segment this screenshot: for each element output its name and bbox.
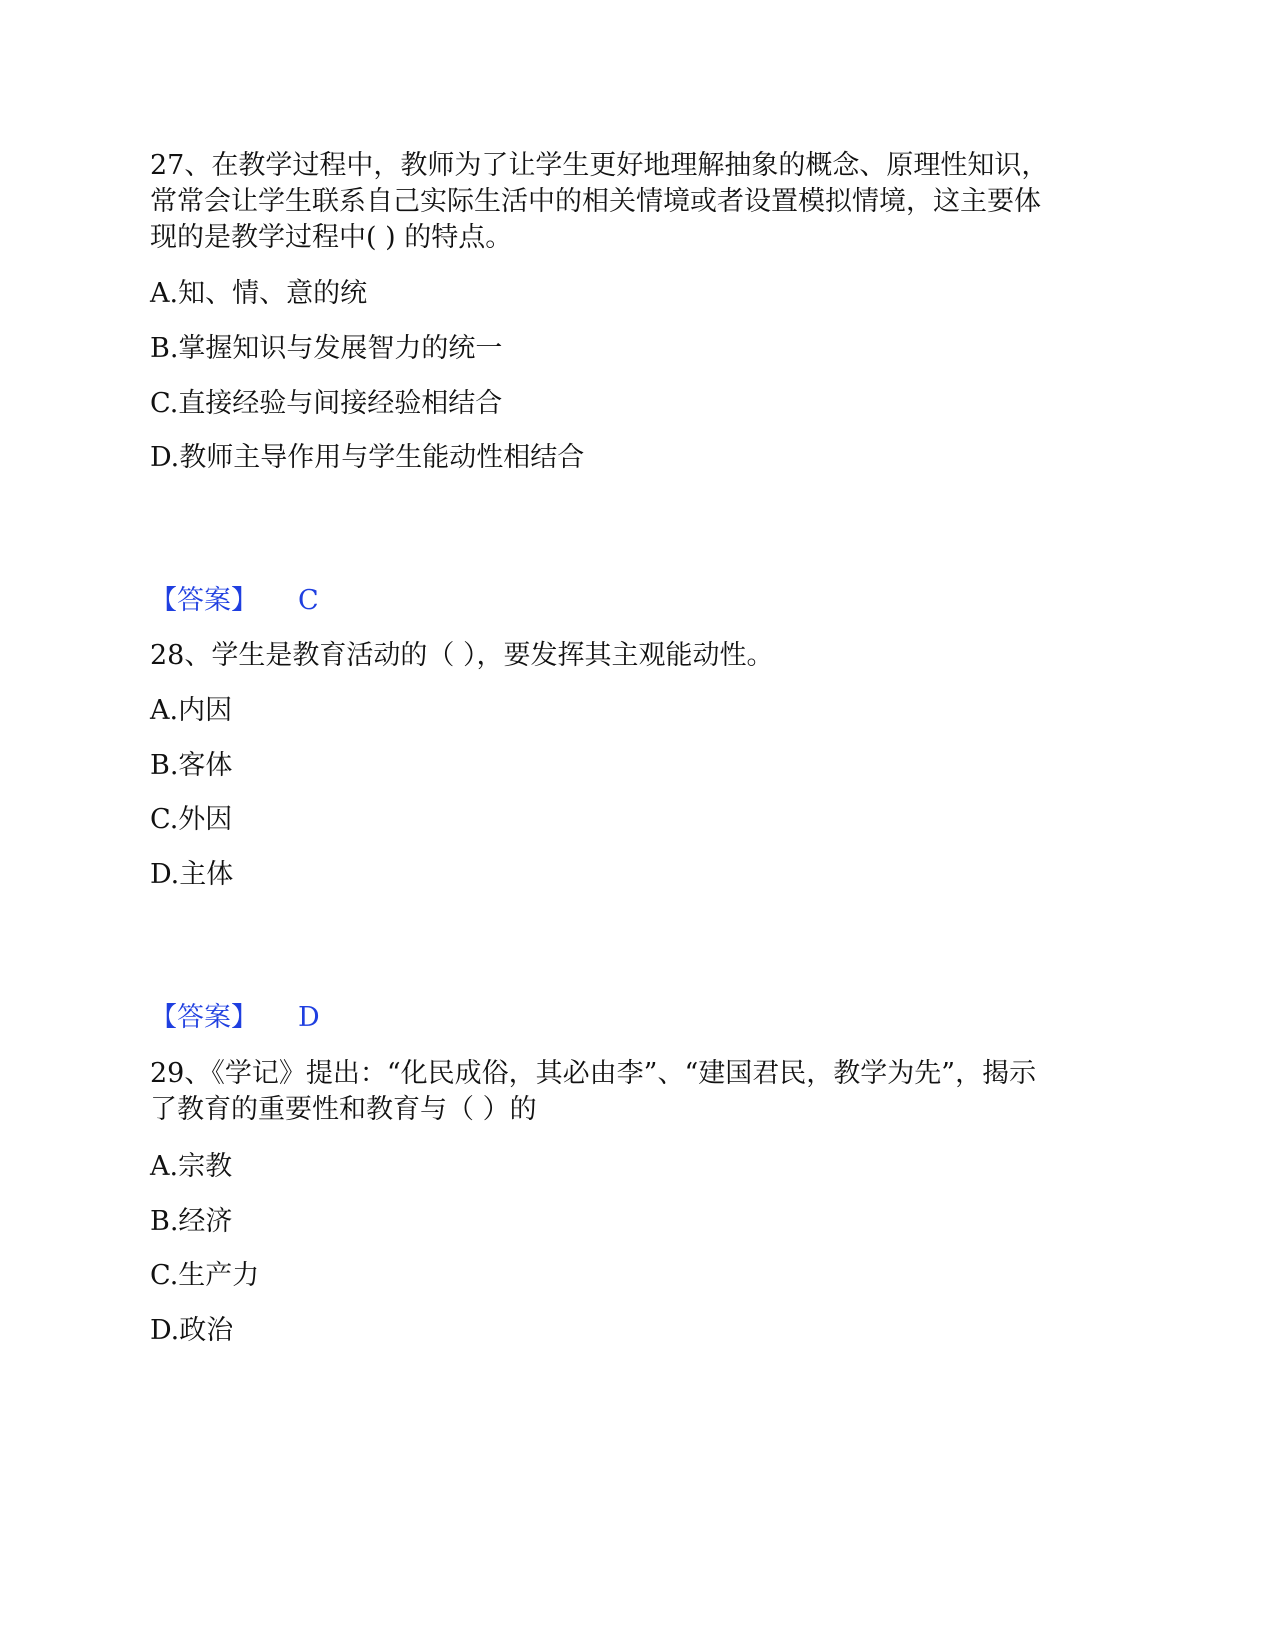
q28-option-c: C.外因 (150, 804, 233, 835)
q27-stem-line-1: 27、在教学过程中，教师为了让学生更好地理解抽象的概念、原理性知识， (150, 150, 1049, 181)
q28-stem-line-1: 28、学生是教育活动的（ ），要发挥其主观能动性。 (150, 640, 774, 671)
q29-option-c: C.生产力 (150, 1260, 260, 1291)
q27-option-a: A.知、情、意的统 (150, 278, 368, 309)
q27-option-b: B.掌握知识与发展智力的统一 (150, 333, 503, 364)
q29-option-d: D.政治 (150, 1315, 234, 1346)
q27-answer-value: C (298, 585, 319, 616)
q29-stem-line-2: 了教育的重要性和教育与（ ）的 (150, 1094, 537, 1125)
q28-answer (150, 998, 320, 1038)
q28-answer-value: D (298, 1002, 320, 1033)
q29-option-a: A.宗教 (150, 1151, 233, 1182)
q28-option-d: D.主体 (150, 859, 234, 890)
q27-option-c: C.直接经验与间接经验相结合 (150, 388, 503, 419)
q28-option-a: A.内因 (150, 695, 233, 726)
q27-option-d: D.教师主导作用与学生能动性相结合 (150, 442, 585, 473)
q28-answer-label: 【答案】 (150, 1002, 258, 1033)
q27-stem-line-3: 现的是教学过程中( ) 的特点。 (150, 222, 513, 253)
q27-stem-line-2: 常常会让学生联系自己实际生活中的相关情境或者设置模拟情境，这主要体 (150, 186, 1041, 217)
q27-answer (150, 581, 319, 621)
q28-option-b: B.客体 (150, 750, 233, 781)
q29-stem-line-1: 29、《学记》提出：“化民成俗，其必由李”、“建国君民，教学为先”，揭示 (150, 1058, 1037, 1089)
q29-option-b: B.经济 (150, 1206, 233, 1237)
q27-answer-label: 【答案】 (150, 585, 258, 616)
